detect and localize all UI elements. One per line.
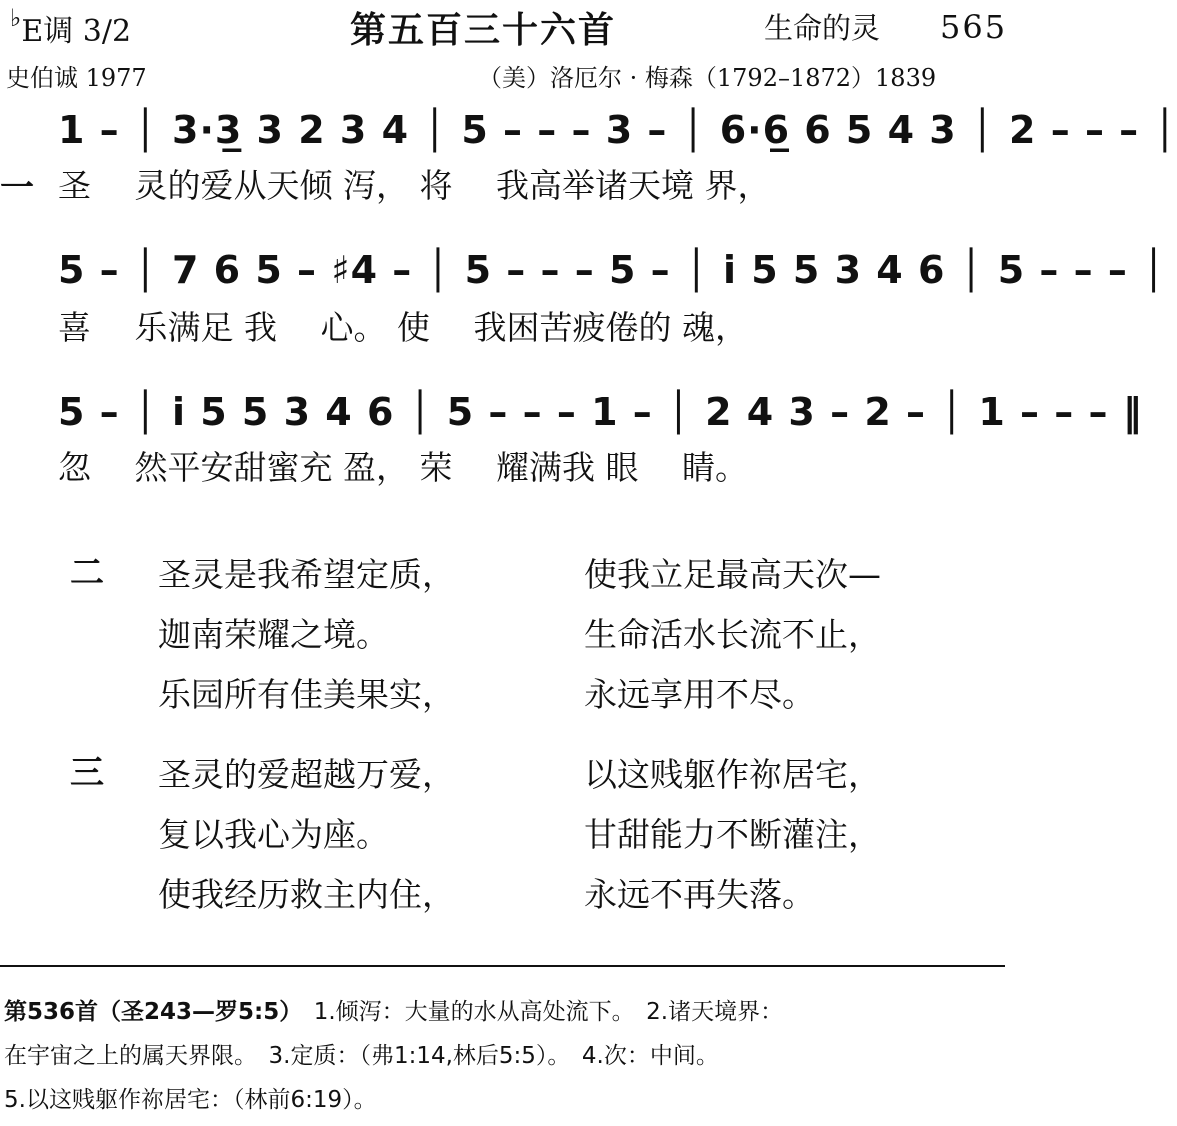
stanza-line: 使我立足最高天次— xyxy=(584,555,881,594)
stanza-line: 迦南荣耀之境。 xyxy=(158,615,389,654)
stanza-left-column xyxy=(158,545,455,725)
notation-row: 5 – │ 7 6 5 – ♯4 – │ 5 – – – 5 – │ i̇ 5 5 3 4 6 │ 5 – – – │ xyxy=(58,248,1166,292)
stanza-right-column xyxy=(584,545,881,725)
notation-row: 5 – │ i̇ 5 5 3 4 6 │ 5 – – – 1 – │ 2 4 3 – 2 – │ 1 – – – ‖ xyxy=(58,390,1143,434)
stanza-number: 二 xyxy=(70,553,104,593)
stanza-line: 乐园所有佳美果实， xyxy=(158,675,455,714)
stanza-number: 三 xyxy=(70,753,104,793)
stanza-right-column xyxy=(584,745,881,925)
footnote-text: 1.倾泻：大量的水从高处流下。 2.诸天境界： xyxy=(290,999,784,1025)
stanza-line: 永远享用不尽。 xyxy=(584,675,815,714)
verse-number: 一 xyxy=(0,168,34,208)
key-signature xyxy=(10,6,131,50)
stanza-line: 圣灵是我希望定质， xyxy=(158,555,455,594)
translator-credit: 史伯诚 1977 xyxy=(6,64,147,92)
footnote-divider xyxy=(0,965,1005,967)
stanza-line: 生命活水长流不止， xyxy=(584,615,881,654)
notation-row: 1 – │ 3·3̲ 3 2 3 4 │ 5 – – – 3 – │ 6·6̲ 6 5 4 3 │ 2 – – – │ xyxy=(58,108,1177,152)
hymn-subtitle: 生命的灵 xyxy=(764,11,881,45)
stanza-line: 复以我心为座。 xyxy=(158,815,389,854)
footnote-heading: 第536首（圣243—罗5:5） xyxy=(4,999,291,1025)
lyric-row: 喜 乐满足 我 心。 使 我困苦疲倦的 魂， xyxy=(58,308,748,347)
stanza-line: 圣灵的爱超越万爱， xyxy=(158,755,455,794)
footnote-line xyxy=(4,990,783,1034)
footnote-line: 5.以这贱躯作祢居宅：（林前6:19）。 xyxy=(4,1087,377,1113)
footnote-line: 在宇宙之上的属天界限。 3.定质：（弗1:14,林后5:5）。 4.次：中间。 xyxy=(4,1043,719,1069)
lyric-row: 忽 然平安甜蜜充 盈， 荣 耀满我 眼 睛。 xyxy=(58,448,748,487)
stanza-line: 使我经历救主内住， xyxy=(158,875,455,914)
hymn-title: 第五百三十六首 xyxy=(350,10,617,51)
stanza-line: 以这贱躯作祢居宅， xyxy=(584,755,881,794)
footnotes xyxy=(4,990,783,1122)
stanza-line: 永远不再失落。 xyxy=(584,875,815,914)
key-text: E调 3/2 xyxy=(21,14,132,49)
stanza-line: 甘甜能力不断灌注， xyxy=(584,815,881,854)
flat-icon: ♭ xyxy=(10,4,22,32)
lyric-row: 圣 灵的爱从天倾 泻， 将 我高举诸天境 界， xyxy=(58,166,771,205)
hymn-number: 565 xyxy=(940,8,1008,46)
composer-credit: （美）洛厄尔 · 梅森（1792–1872）1839 xyxy=(478,64,937,92)
stanza-left-column xyxy=(158,745,455,925)
